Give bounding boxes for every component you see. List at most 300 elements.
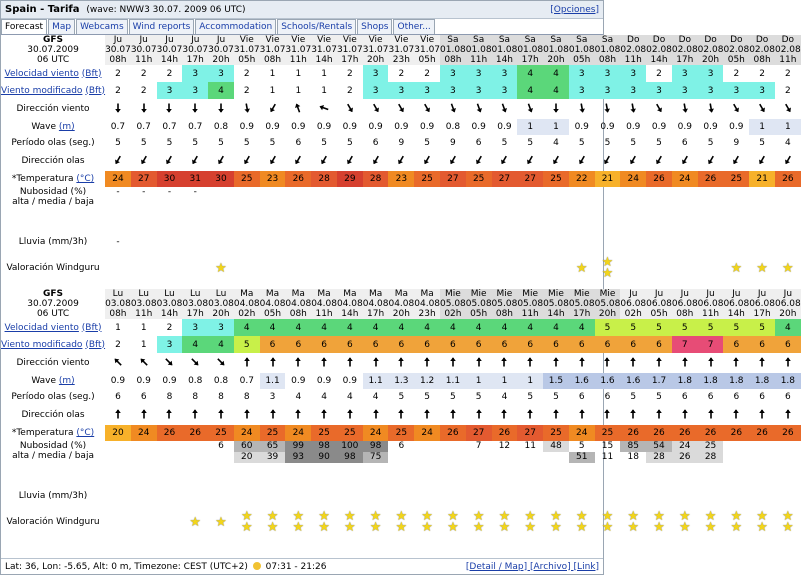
gust-cell: 3: [646, 82, 672, 99]
rating-cell: [723, 505, 749, 539]
wave-arrow-icon: [756, 408, 768, 420]
rain-cell: [285, 487, 311, 505]
wind-speed-cell: 5: [749, 319, 775, 336]
gust-cell: 7: [698, 336, 724, 353]
run-date: 30.07.2009: [27, 299, 79, 309]
cloud-cell: [569, 187, 595, 233]
label-link[interactable]: (Bft): [81, 322, 102, 333]
cloud-cell: 99 93: [285, 441, 311, 487]
label-link[interactable]: Velocidad viento: [4, 322, 79, 333]
star-icon: ★: [575, 509, 588, 524]
time-column-header: Ju 30.07 11h: [130, 35, 157, 65]
rating-cell: [157, 251, 183, 285]
wind-direction-cell: [131, 99, 157, 119]
star-icon: ★: [550, 520, 562, 535]
label-link[interactable]: Viento modificado: [1, 339, 83, 350]
wave-direction-cell: [234, 405, 260, 425]
tab-accommodation[interactable]: Accommodation: [195, 19, 276, 34]
cloud-cell: [698, 187, 724, 233]
period-cell: 6: [475, 138, 482, 148]
label-link[interactable]: (m): [58, 376, 75, 386]
cloud-cell: [414, 187, 440, 233]
temperature-cell: 25: [234, 171, 260, 187]
gust-cell: 4: [182, 336, 208, 353]
wave-direction-cell: [105, 151, 131, 171]
wind-direction-cell: [672, 99, 698, 119]
rating-cell: [646, 505, 672, 539]
label-link[interactable]: Velocidad viento: [4, 68, 79, 79]
time-column-header: Mie 05.08 17h: [568, 289, 595, 319]
wave-cell: 0.9: [239, 122, 254, 132]
rating-cell: [131, 251, 157, 285]
rating-cell: [698, 505, 724, 539]
temperature-cell: 26: [646, 171, 672, 187]
wind-arrow-icon: [215, 102, 227, 114]
rain-cell: [492, 487, 518, 505]
wind-direction-label: Dirección viento: [16, 358, 90, 368]
temperature-cell: 28: [363, 171, 389, 187]
wave-label: Wave (m): [31, 122, 75, 132]
gust-cell: 1: [260, 82, 286, 99]
rain-cell: [466, 487, 492, 505]
rain-cell: [620, 487, 646, 505]
time-column-header: Do 02.08 11h: [620, 35, 647, 65]
wave-cell: 1.7: [646, 373, 672, 389]
temperature-cell: 24: [105, 171, 131, 187]
tab-other[interactable]: Other...: [393, 19, 434, 34]
wave-direction-cell: [440, 405, 466, 425]
rain-cell: [363, 233, 389, 251]
wave-cell: 1.8: [775, 373, 801, 389]
wave-direction-cell: [363, 405, 389, 425]
tab-map[interactable]: Map: [48, 19, 75, 34]
wave-arrow-icon: [241, 408, 253, 420]
wave-label: Wave (m): [31, 376, 75, 386]
gust-cell: 3: [182, 82, 208, 99]
tab-webcams[interactable]: Webcams: [76, 19, 128, 34]
wind-arrow-icon: [524, 102, 536, 114]
time-column-header: Sa 01.08 20h: [543, 35, 569, 65]
wind-speed-cell: 2: [414, 65, 440, 82]
rating-cell: [466, 251, 492, 285]
rating-cell: [131, 505, 157, 539]
period-cell: 5: [707, 138, 714, 148]
wind-direction-cell: [131, 353, 157, 373]
cloud-cell: [157, 441, 183, 487]
wave-cell: 0.9: [394, 122, 409, 132]
wave-arrow-icon: [215, 408, 227, 420]
wind-arrow-icon: [756, 356, 768, 368]
tab-wind-reports[interactable]: Wind reports: [129, 19, 195, 34]
rating-cell: [182, 505, 208, 539]
rain-cell: [414, 233, 440, 251]
wave-cell: 0.9: [136, 376, 151, 386]
tab-bar: [1, 19, 603, 35]
rating-cell: [517, 251, 543, 285]
wind-speed-label: [1, 319, 105, 336]
period-cell: 6: [733, 392, 740, 402]
rating-cell: [646, 251, 672, 285]
tab-schools-rentals[interactable]: Schools/Rentals: [277, 19, 356, 34]
wave-direction-label: Dirección olas: [21, 156, 85, 166]
rain-cell: [569, 487, 595, 505]
star-icon: ★: [395, 509, 408, 524]
wind-direction-cell: [388, 99, 414, 119]
rain-cell: [311, 487, 337, 505]
tab-forecast[interactable]: Forecast: [1, 19, 47, 34]
wind-direction-cell: [466, 353, 492, 373]
period-cell: 6: [578, 392, 585, 402]
rating-cell: [363, 505, 389, 539]
wave-direction-cell: [208, 151, 234, 171]
cloud-cell: [749, 187, 775, 233]
label-link[interactable]: (m): [58, 122, 75, 132]
gust-cell: 3: [157, 336, 183, 353]
temperature-label: *Temperatura (°C): [11, 428, 95, 438]
wave-direction-cell: [105, 405, 131, 425]
wave-direction-cell: [285, 405, 311, 425]
star-icon: ★: [730, 520, 743, 535]
wind-speed-cell: 1: [285, 65, 311, 82]
temperature-cell: 25: [466, 171, 492, 187]
label-link[interactable]: (°C): [76, 428, 95, 438]
wind-direction-cell: [595, 99, 621, 119]
gust-cell: 6: [723, 336, 749, 353]
wave-cell: 0.8: [213, 376, 229, 386]
period-cell: 5: [424, 138, 430, 148]
wave-direction-cell: [131, 151, 157, 171]
wave-arrow-icon: [730, 408, 742, 420]
wind-direction-cell: [285, 353, 311, 373]
cloud-cell: [414, 441, 440, 487]
period-cell: 5: [243, 138, 250, 148]
wave-arrow-icon: [318, 408, 330, 420]
time-column-header: Ju 06.08 02h: [620, 289, 647, 319]
wind-speed-cell: 4: [363, 319, 389, 336]
rating-cell: [414, 505, 440, 539]
wind-speed-cell: 4: [466, 319, 492, 336]
wave-cell: 1.8: [723, 373, 749, 389]
star-icon: ★: [369, 509, 382, 524]
wind-speed-cell: 3: [620, 65, 646, 82]
tab-shops[interactable]: Shops: [357, 19, 392, 34]
wind-speed-cell: 4: [311, 319, 337, 336]
cloud-cell: [723, 441, 749, 487]
rain-cell: [569, 233, 595, 251]
cloud-cell: [131, 441, 157, 487]
wave-cell: 0.7: [162, 122, 177, 132]
gust-cell: 3: [440, 82, 466, 99]
star-icon: ★: [653, 509, 665, 524]
wave-direction-cell: [414, 405, 440, 425]
cloud-cell: 6: [398, 441, 405, 451]
temperature-cell: 25: [723, 171, 749, 187]
rain-cell: [157, 487, 183, 505]
cloud-cell: [620, 187, 646, 233]
label-link[interactable]: (Bft): [85, 85, 106, 96]
wind-direction-cell: [543, 353, 569, 373]
time-column-header: Mie 05.08 05h: [465, 289, 492, 319]
temperature-cell: 25: [414, 171, 440, 187]
period-cell: 5: [321, 138, 327, 148]
wave-cell: 0.9: [651, 122, 667, 132]
rating-cell: [440, 505, 466, 539]
wave-cell: 0.9: [291, 376, 306, 386]
wind-direction-cell: [440, 353, 466, 373]
cloud-cell: 5 51: [569, 441, 595, 487]
rain-cell: [775, 487, 801, 505]
wave-arrow-icon: [292, 408, 304, 420]
wind-direction-cell: [260, 99, 286, 119]
period-cell: 6: [115, 392, 121, 402]
wave-direction-cell: [466, 405, 492, 425]
period-cell: 5: [630, 138, 637, 148]
wind-arrow-icon: [653, 102, 665, 114]
rain-cell: [723, 487, 749, 505]
wind-speed-cell: 2: [157, 319, 183, 336]
forecast-table-1: [1, 35, 801, 285]
period-cell: 5: [656, 138, 662, 148]
wave-direction-cell: [440, 151, 466, 171]
rating-label: Valoración Windguru: [6, 263, 100, 273]
rating-cell: [337, 251, 363, 285]
wave-cell: 0.9: [291, 122, 306, 132]
wind-arrow-icon: [524, 356, 536, 368]
rain-cell: [388, 233, 414, 251]
wind-arrow-icon: [267, 102, 279, 114]
wave-arrow-icon: [550, 408, 562, 420]
wind-direction-cell: [723, 99, 749, 119]
temperature-cell: 30: [157, 171, 183, 187]
label-link[interactable]: (Bft): [85, 339, 106, 350]
sun-times: 07:31 - 21:26: [265, 561, 327, 572]
wave-arrow-icon: [498, 408, 510, 420]
rain-cell: [775, 233, 801, 251]
gust-cell: 6: [414, 336, 440, 353]
rating-cell: [234, 251, 260, 285]
wind-speed-cell: 4: [388, 319, 414, 336]
wind-direction-cell: [234, 353, 260, 373]
temperature-cell: 29: [337, 171, 363, 187]
forecast-table-2: [1, 289, 801, 539]
rain-cell: [543, 233, 569, 251]
rain-cell: [698, 233, 724, 251]
wave-arrow-icon: [421, 408, 433, 420]
wave-arrow-icon: [447, 408, 459, 420]
title-group: [5, 4, 246, 15]
wave-direction-cell: [672, 151, 698, 171]
period-cell: 5: [269, 138, 276, 148]
wave-arrow-icon: [756, 154, 768, 166]
star-icon: ★: [447, 520, 459, 535]
time-column-header: Do 02.08 05h: [723, 35, 750, 65]
wave-cell: 0.9: [265, 122, 280, 132]
wind-arrow-icon: [370, 356, 382, 368]
wave-direction-cell: [723, 405, 749, 425]
gust-cell: 3: [723, 82, 749, 99]
wind-speed-cell: 2: [646, 65, 672, 82]
wind-direction-cell: [775, 353, 801, 373]
wave-arrow-icon: [550, 154, 562, 166]
wave-cell: 0.8: [445, 122, 461, 132]
star-icon: ★: [678, 520, 691, 535]
wave-cell: 0.9: [110, 376, 126, 386]
period-cell: 4: [295, 392, 302, 402]
wave-arrow-icon: [318, 154, 330, 166]
time-column-header: Do 02.08 17h: [671, 35, 698, 65]
temperature-cell: 26: [157, 425, 183, 441]
star-icon: ★: [240, 509, 253, 524]
temperature-cell: 24: [620, 171, 646, 187]
wind-direction-cell: [517, 353, 543, 373]
rain-cell: [698, 487, 724, 505]
temperature-cell: 23: [260, 171, 286, 187]
options-link[interactable]: [Opciones]: [550, 4, 599, 15]
wind-arrow-icon: [627, 102, 639, 114]
cloud-cell: [466, 187, 492, 233]
rating-cell: [749, 505, 775, 539]
gust-cell: 1: [311, 82, 337, 99]
rain-cell: [646, 233, 672, 251]
cloud-cell: [105, 441, 131, 487]
period-cell: 4: [553, 138, 559, 148]
wind-speed-cell: 2: [723, 65, 749, 82]
title-bar: [1, 1, 603, 19]
wind-direction-cell: [337, 99, 363, 119]
wind-speed-cell: 2: [388, 65, 414, 82]
time-column-header: Lu 03.08 14h: [156, 289, 183, 319]
star-icon: ★: [730, 509, 743, 524]
rain-cell: [157, 233, 183, 251]
wind-direction-cell: [157, 99, 183, 119]
label-link[interactable]: Viento modificado: [1, 85, 83, 96]
temperature-cell: 22: [569, 171, 595, 187]
period-cell: 5: [166, 138, 173, 148]
period-cell: 5: [656, 392, 662, 402]
star-icon: ★: [240, 520, 253, 535]
gust-cell: 3: [492, 82, 518, 99]
wave-direction-cell: [646, 405, 672, 425]
cloud-cell: [517, 187, 543, 233]
cloud-cell: 11: [524, 441, 536, 451]
star-icon: ★: [472, 520, 485, 535]
wave-cell: 0.8: [213, 122, 229, 132]
time-column-header: Ju 30.07 08h: [105, 35, 131, 65]
star-icon: ★: [472, 509, 485, 524]
wind-arrow-icon: [344, 356, 356, 368]
star-icon: ★: [601, 255, 614, 270]
wave-arrow-icon: [292, 154, 304, 166]
star-icon: ★: [601, 520, 614, 535]
wind-direction-cell: [311, 353, 337, 373]
cloud-cell: [363, 187, 389, 233]
period-cell: 6: [140, 392, 147, 402]
wave-direction-cell: [131, 405, 157, 425]
wind-direction-cell: [388, 353, 414, 373]
temperature-cell: 27: [492, 171, 518, 187]
wave-arrow-icon: [524, 154, 536, 166]
wind-speed-cell: 3: [208, 65, 234, 82]
star-icon: ★: [498, 509, 511, 524]
alt: Alt: 0 m: [93, 561, 129, 572]
period-cell: 8: [166, 392, 173, 402]
rain-cell: [595, 487, 621, 505]
temperature-cell: 25: [595, 425, 621, 441]
rating-cell: [311, 251, 337, 285]
wind-arrow-icon: [370, 102, 382, 114]
rating-cell: [698, 251, 724, 285]
wind-direction-cell: [414, 353, 440, 373]
wave-cell: 0.9: [729, 122, 744, 132]
period-cell: 8: [218, 392, 224, 402]
time-column-header: Mie 05.08 11h: [517, 289, 544, 319]
rating-cell: [749, 251, 775, 285]
period-cell: 5: [527, 138, 534, 148]
wind-arrow-icon: [189, 356, 201, 368]
wind-speed-cell: 4: [543, 319, 569, 336]
wind-direction-cell: [311, 99, 337, 119]
wind-arrow-icon: [679, 356, 691, 368]
star-icon: ★: [524, 520, 537, 535]
wave-direction-cell: [414, 151, 440, 171]
time-column-header: Mie 05.08 08h: [491, 289, 518, 319]
wave-direction-cell: [311, 151, 337, 171]
wave-arrow-icon: [189, 154, 201, 166]
wave-arrow-icon: [601, 154, 613, 166]
label-link[interactable]: (Bft): [81, 68, 102, 79]
temperature-cell: 23: [388, 171, 414, 187]
rating-cell: [672, 251, 698, 285]
rain-cell: [672, 487, 698, 505]
wind-speed-cell: 3: [672, 65, 698, 82]
star-icon: ★: [344, 520, 356, 535]
temperature-cell: 28: [311, 171, 337, 187]
wind-speed-cell: 4: [337, 319, 363, 336]
rain-cell: [337, 233, 363, 251]
time-column-header: Ma 04.08 11h: [311, 289, 337, 319]
gust-cell: 3: [672, 82, 698, 99]
wave-cell: 1.8: [672, 373, 698, 389]
wind-speed-cell: 5: [698, 319, 724, 336]
wind-direction-cell: [595, 353, 621, 373]
cloud-label: Nubosidad (%) alta / media / baja: [12, 441, 94, 461]
wind-arrow-icon: [447, 356, 459, 368]
cloud-cell: 15 11: [601, 441, 614, 462]
temperature-cell: 26: [723, 425, 749, 441]
period-cell: 6: [784, 392, 791, 402]
period-cell: 5: [192, 138, 199, 148]
temperature-cell: 25: [260, 425, 286, 441]
location-info: Lat: 36, Lon: -5.65, Alt: 0 m, Timezone: CEST (UTC+2) 07:31 - 21:26: [5, 561, 327, 572]
rain-cell: [440, 487, 466, 505]
wave-direction-cell: [698, 405, 724, 425]
wind-speed-cell: 4: [285, 319, 311, 336]
wind-arrow-icon: [189, 102, 201, 114]
rain-cell: [620, 233, 646, 251]
footer-links[interactable]: [Detail / Map] [Archivo] [Link]: [465, 561, 599, 572]
time-column-header: Ma 04.08 20h: [388, 289, 415, 319]
cloud-cell: -: [167, 187, 172, 197]
wave-cell: 0.9: [316, 376, 332, 386]
period-cell: 9: [398, 138, 405, 148]
wave-cell: 0.9: [600, 122, 615, 132]
wind-speed-cell: 4: [543, 65, 569, 82]
cloud-cell: [672, 187, 698, 233]
time-column-header: Mie 05.08 14h: [543, 289, 569, 319]
gust-cell: 2: [337, 82, 363, 99]
label-link[interactable]: (°C): [76, 174, 95, 184]
temperature-cell: 21: [749, 171, 775, 187]
